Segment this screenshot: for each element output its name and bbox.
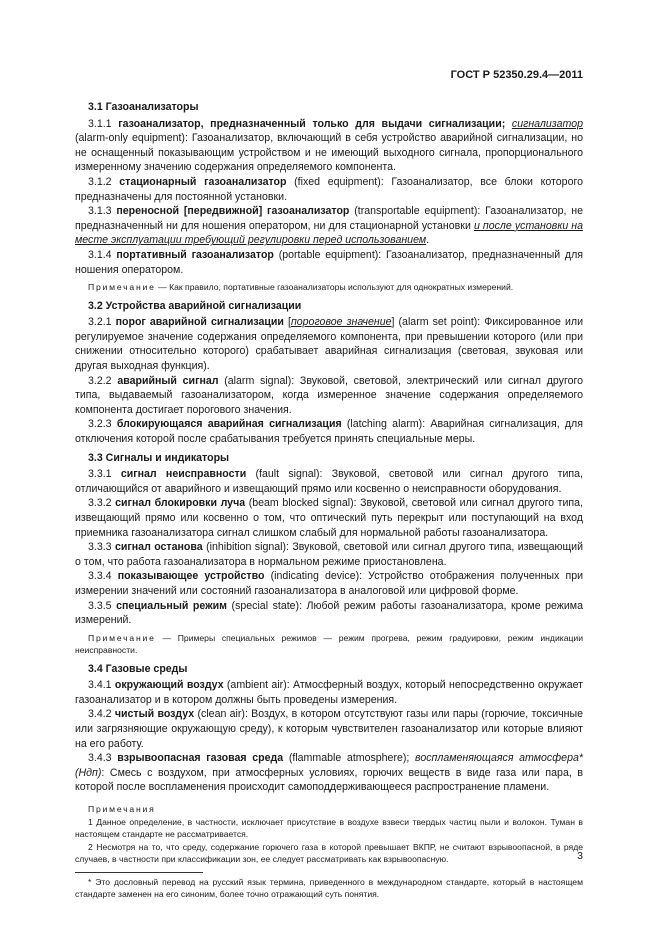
definition-text: (indicating device): Устройство отображения полученных при измерении значений или состояний газоанализатора в аналоговой или цифровой форме. (75, 570, 583, 597)
term: порог аварийной сигнализации (115, 316, 284, 329)
term: чистый воздух (114, 708, 195, 721)
note-item: 1 Данное определение, в частности, исключает присутствие в воздухе взвеси твердых частиц пыли и волокон. Туман в настоящем стандарте не рассматривается. (75, 816, 583, 840)
section-heading: 3.3 Сигналы и индикаторы (88, 451, 230, 464)
definition-text: (alarm set point): Фиксированное или регулируемое значение содержания определяемого компонента, при превышении которого (или при снижении относительно которого) срабатывает аварийная сигнализация (световая, звуковая или другая выходная функция). (75, 316, 583, 372)
definition-text: (beam blocked signal): Звуковой, световой или сигнал другого типа, извещающий прямо или косвенно о том, что оптический путь перекрыт или поступающий на вход приемника газоанализатора сигнал слишком слабый для нормальной работы газоанализатора. (75, 497, 583, 539)
note-text: — Как правило, портативные газоанализаторы используют для однократных измерений. (158, 282, 514, 293)
underlined-italic-text: и после установки на месте эксплуатации требующий регулировки перед использованием (75, 219, 583, 247)
italic-synonym: воспламеняющаяся атмосфера* (Ндп) (75, 752, 583, 779)
term: специальный режим (116, 599, 228, 612)
definition-paragraph (75, 117, 583, 175)
note-label: Примечание (88, 282, 156, 293)
definition-text: (fault signal): Звуковой, световой или сигнал другого типа, отличающийся от аварийного и извещающий прямо или косвенно о неисправности оборудования. (75, 468, 583, 495)
definition-text: (transportable equipment): Газоанализатор, не предназначенный ни для ношения оператором, ни для стационарной установки (75, 205, 583, 232)
definition-paragraph (75, 374, 583, 418)
term: сигнал останова (114, 541, 203, 554)
clause-number: 3.1.1 (88, 117, 112, 130)
clause-number: 3.1.4 (88, 248, 112, 261)
note-label: Примечание (88, 632, 156, 643)
term: взрывоопасная газовая среда (117, 752, 284, 765)
clause-number: 3.1.3 (88, 205, 112, 218)
clause-number: 3.4.1 (88, 679, 112, 692)
definition-paragraph (75, 707, 583, 751)
term: блокирующаяся аварийная сигнализация (116, 418, 342, 431)
definition-paragraph (75, 678, 583, 707)
page-content (75, 96, 583, 906)
clause-number: 3.3.2 (88, 497, 112, 510)
section-heading: 3.4 Газовые среды (88, 662, 188, 675)
definition-text: (clean air): Воздух, в котором отсутствуют газы или пары (горючие, токсичные или загрязняющие окружающую среду), к которым чувствителен газоанализатор или которые влияют на его работу. (75, 708, 583, 750)
standard-header: ГОСТ Р 52350.29.4—2011 (450, 69, 583, 81)
term: аварийный сигнал (117, 374, 219, 387)
definition-text: (ambient air): Атмосферный воздух, который непосредственно окружает газоанализатор и в котором должны быть проведены измерения. (75, 679, 583, 706)
clause-number: 3.1.2 (88, 175, 112, 188)
definition-text: (alarm-only equipment): Газоанализатор, включающий в себя устройство аварийной сигнализации, но не оснащенный показывающим устройством и не имеющий выходного сигнала, пропорционального измеренному значению содержания определяемого компонента. (75, 132, 583, 174)
definition-paragraph (75, 569, 583, 598)
definition-paragraph (75, 751, 583, 795)
definition-paragraph (75, 175, 583, 204)
synonym: пороговое значение (290, 316, 392, 329)
definition-text: (latching alarm): Аварийная сигнализация, для отключения которой после срабатывания требуется принять специальные меры. (75, 418, 583, 445)
definition-text: (special state): Любой режим работы газоанализатора, кроме режима измерений. (75, 599, 583, 627)
definition-text: (alarm signal): Звуковой, световой, электрический или сигнал другого типа, выдаваемый газоанализатором, когда измеренное значение содержания определяемого компонента достигает порогового значения. (75, 374, 584, 416)
clause-number: 3.3.5 (88, 599, 112, 612)
clause-number: 3.2.2 (88, 374, 112, 387)
definition-text: (flammable atmosphere); (288, 752, 410, 765)
term: показывающее устройство (117, 570, 265, 583)
definition-paragraph: 3.2.1 порог аварийной сигнализации [пороговое значение] (alarm set point): Фиксированное или регулируемое значение содержания определяемого компонента, при превышении которого (или при снижении относительно которого) срабатывает аварийная сигнализация (световая, звуковая или другая выходная функция). (75, 316, 583, 372)
clause-number: 3.4.2 (88, 708, 112, 721)
term: газоанализатор, предназначенный только для выдачи сигнализации; (118, 117, 506, 130)
clause-number: 3.3.3 (88, 541, 112, 554)
footnote-separator (75, 872, 203, 873)
clause-number: 3.2.1 (88, 316, 112, 329)
definition-text: : Смесь с воздухом, при атмосферных условиях, горючих веществ в виде газа или пара, в которой после воспламенения происходит самоподдерживающееся распространение пламени. (75, 766, 583, 794)
term: стационарный газоанализатор (119, 175, 287, 188)
definition-paragraph (75, 599, 583, 628)
notes-block (75, 803, 583, 866)
clause-number: 3.4.3 (88, 752, 112, 765)
term: сигнал неисправности (120, 468, 247, 481)
section-heading: 3.1 Газоанализаторы (88, 101, 199, 113)
definition-paragraph (75, 496, 583, 540)
note-item: 2 Несмотря на то, что среду, содержание горючего газа в которой превышает ВКПР, не считают взрывоопасной, в ряде случаев, в частности при классификации зон, ее следует рассматривать как взрывоопасную. (75, 841, 583, 865)
definition-paragraph (75, 467, 583, 496)
section-heading: 3.2 Устройства аварийной сигнализации (88, 299, 302, 312)
note (75, 632, 583, 657)
footnote: * Это дословный перевод на русский язык термина, приведенного в международном стандарте, который в настоящем стандарте заменен на его синоним, более точно отражающий суть понятия. (75, 876, 583, 900)
term: переносной [передвижной] газоанализатор (116, 205, 350, 218)
definition-paragraph (75, 248, 583, 277)
definition-text: (portable equipment): Газоанализатор, предназначенный для ношения оператором. (75, 248, 583, 276)
note-text: — Примеры специальных режимов — режим прогрева, режим градуировки, режим индикации неисправности. (75, 632, 583, 656)
term: портативный газоанализатор (116, 248, 274, 261)
note (75, 281, 583, 294)
term: сигнал блокировки луча (115, 497, 246, 510)
definition-text: (inhibition signal): Звуковой, световой или сигнал другого типа, извещающий о том, что работа газоанализатора в нормальном режиме приостановлена. (75, 541, 583, 568)
clause-number: 3.2.3 (88, 418, 112, 431)
page-number: 3 (577, 850, 583, 862)
clause-number: 3.3.4 (88, 570, 112, 583)
definition-paragraph (75, 417, 583, 446)
term: окружающий воздух (114, 679, 224, 692)
synonym: сигнализатор (511, 117, 583, 130)
notes-label: Примечания (88, 804, 156, 815)
definition-text: (fixed equipment): Газоанализатор, все блоки которого предназначены для постоянной установки. (75, 175, 583, 203)
definition-paragraph (75, 540, 583, 569)
clause-number: 3.3.1 (88, 468, 112, 481)
definition-paragraph: 3.1.3 переносной [передвижной] газоанализатор (transportable equipment): Газоанализатор, не предназначенный ни для ношения оператором, ни для стационарной установки и после установки на месте эксплуатации требующий регулировки перед использованием. (75, 205, 583, 247)
